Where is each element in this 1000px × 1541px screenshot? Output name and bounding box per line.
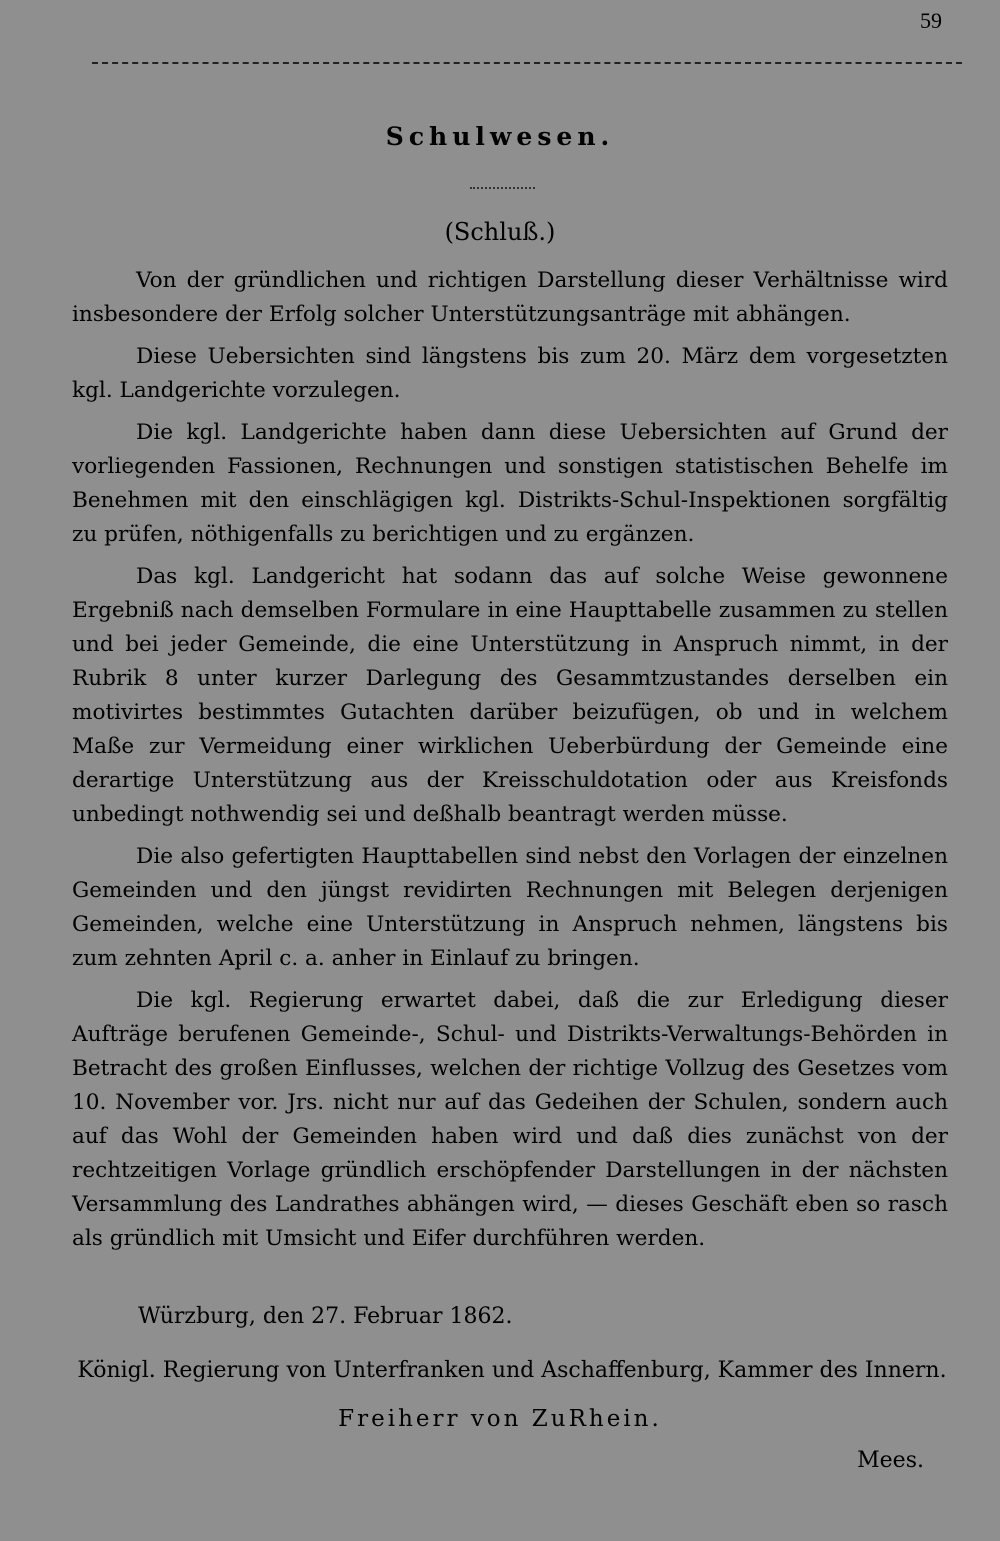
- section-title: Schulwesen.: [385, 122, 615, 151]
- paragraph: Die kgl. Regierung erwartet dabei, daß die zur Erledigung dieser Aufträge berufenen Gemeinde-, Schul- und Distrikts-Verwaltungs-Behörden in Betracht des großen Einflusses, welchen der richtige Vollzug des Gesetzes vom 10. November vor. Jrs. nicht nur auf das Gedeihen der Schulen, sondern auch auf das Wohl der Gemeinden haben wird und daß dies zunächst von der rechtzeitigen Vorlage gründlich erschöpfender Darstellungen in der nächsten Versammlung des Landrathes abhängen wird, — dieses Geschäft eben so rasch als gründlich mit Umsicht und Eifer durchführen werden.: [72, 988, 948, 1251]
- title-divider: [470, 187, 535, 189]
- signatory: Freiherr von ZuRhein.: [338, 1406, 662, 1432]
- paragraph: Das kgl. Landgericht hat sodann das auf solche Weise gewonnene Ergebniß nach demselben Formulare in eine Haupttabelle zusammen zu stellen und bei jeder Gemeinde, die eine Unterstützung in Anspruch nimmt, in der Rubrik 8 unter kurzer Darlegung des Gesammtzustandes derselben ein motivirtes bestimmtes Gutachten darüber beizufügen, ob und in welchem Maße zur Vermeidung einer wirklichen Ueberbürdung der Gemeinde eine derartige Unterstützung aus der Kreisschuldotation oder aus Kreisfonds unbedingt nothwendig sei und deßhalb beantragt werden müsse.: [72, 564, 948, 827]
- document-body: [72, 264, 948, 1264]
- section-subtitle: (Schluß.): [444, 218, 556, 246]
- paragraph: Die kgl. Landgerichte haben dann diese Uebersichten auf Grund der vorliegenden Fassionen, Rechnungen und sonstigen statistischen Behelfe im Benehmen mit den einschlägigen kgl. Distrikts-Schul-Inspektionen sorgfältig zu prüfen, nöthigenfalls zu berichtigen und zu ergänzen.: [72, 420, 948, 547]
- paragraph: Diese Uebersichten sind längstens bis zum 20. März dem vorgesetzten kgl. Landgerichte vorzulegen.: [72, 344, 948, 403]
- clerk-name: Mees.: [857, 1448, 924, 1473]
- page-number: 59: [920, 8, 942, 33]
- header-rule: [92, 62, 962, 64]
- paragraph: Von der gründlichen und richtigen Darstellung dieser Verhältnisse wird insbesondere der Erfolg solcher Unterstützungsanträge mit abhängen.: [72, 268, 948, 327]
- place-date: Würzburg, den 27. Februar 1862.: [138, 1304, 513, 1329]
- issuing-authority: Königl. Regierung von Unterfranken und Aschaffenburg, Kammer des Innern.: [77, 1358, 947, 1383]
- paragraph: Die also gefertigten Haupttabellen sind nebst den Vorlagen der einzelnen Gemeinden und den jüngst revidirten Rechnungen mit Belegen derjenigen Gemeinden, welche eine Unterstützung in Anspruch nehmen, längstens bis zum zehnten April c. a. anher in Einlauf zu bringen.: [72, 844, 948, 971]
